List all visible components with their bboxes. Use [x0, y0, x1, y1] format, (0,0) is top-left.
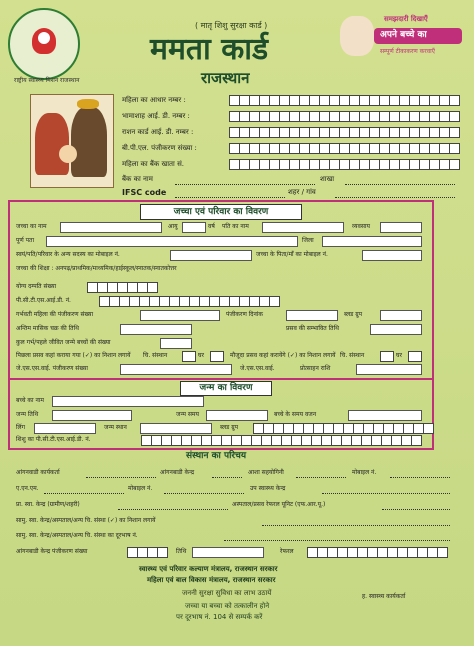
asha-mobile-label: मोबाइल नं. [352, 469, 377, 476]
small-title: ( मातृ शिशु सुरक्षा कार्ड ) [195, 21, 268, 30]
main-title: ममता कार्ड [150, 32, 269, 67]
husband-name-label: पति का नाम [222, 223, 249, 230]
first-delivery-label: पिछला प्रसव कहां कराया गया (✓) का निशान लगायें [16, 352, 131, 359]
family-illustration [30, 94, 114, 188]
reg-date-label: पंजीकरण दिनांक [226, 311, 263, 318]
hospital-line[interactable] [382, 508, 450, 510]
slogan: जननी सुरक्षा सुविधा का लाभ उठायें [182, 589, 272, 597]
current-delivery-label: मौजूदा प्रसव कहां करायेंगे (✓) का निशान लगायें [230, 352, 336, 359]
bhamashah-label: भामाशाह आई. डी. नम्बर : [122, 112, 190, 120]
phc-label: प्रा. स्वा. केन्द्र (ग्रामीण/शहरी) [16, 501, 80, 508]
district-field[interactable] [322, 236, 422, 247]
birth-place-field[interactable] [140, 423, 212, 434]
eligible-couple-field[interactable] [88, 282, 158, 293]
bpl-label: बी.पी.एल. पंजीकरण संख्या : [122, 144, 197, 152]
pregnancy-reg-label: गर्भवती महिला की पंजीकरण संख्या [16, 311, 94, 318]
birth-weight-label: बच्चे के समय वजन [274, 411, 317, 418]
bhamashah-field[interactable] [230, 111, 460, 122]
immunization-badge: समझदारी दिखाएँ अपने बच्चे का सम्पूर्ण टीकाकरण करवाएँ [338, 10, 462, 68]
birth-section-title: जन्म का विवरण [180, 381, 272, 396]
self-mobile-label: स्वयं/पति/परिवार के अन्य सदस्य का मोबाइल नं. [16, 251, 120, 258]
ration-label: राशन कार्ड आई. डी. नम्बर : [122, 128, 194, 136]
city-line[interactable] [335, 196, 455, 198]
birth-place-label: जन्म स्थान [104, 424, 127, 431]
subcentre-label: उप स्वास्थ्य केन्द्र [250, 485, 286, 492]
bank-account-label: महिला का बैंक खाता सं. [122, 160, 185, 168]
sex-label: लिंग [16, 424, 26, 431]
current-home-label: घर [396, 352, 403, 359]
referral-phone-line[interactable] [224, 539, 450, 541]
helpline-line1: जच्चा या बच्चा को तत्कालीन होने [185, 602, 270, 610]
referral-label: रेफरल [280, 548, 294, 555]
subcentre-line[interactable] [322, 492, 450, 494]
signature-label: ह. स्वास्थ्य कार्यकर्ता [362, 593, 406, 600]
bank-name-label: बैंक का नाम [122, 175, 153, 183]
total-pregnancies-field[interactable] [160, 338, 192, 349]
years-label: वर्ष [208, 223, 215, 230]
edd-field[interactable] [370, 324, 422, 335]
referral-mark-line[interactable] [262, 524, 450, 526]
self-mobile-field[interactable] [170, 250, 252, 261]
jsy-reg-field[interactable] [120, 364, 232, 375]
occupation-label: व्यवसाय [352, 223, 370, 230]
awc-label: आंगनबाडी केन्द्र [160, 469, 195, 476]
first-home-checkbox[interactable] [210, 351, 224, 362]
reg-date-field[interactable] [286, 310, 338, 321]
awc-line[interactable] [212, 476, 242, 478]
husband-name-field[interactable] [262, 222, 344, 233]
family-section-title: जच्चा एवं परिवार का विवरण [140, 204, 302, 220]
ifsc-line[interactable] [175, 196, 285, 198]
ifsc-label: IFSC code [122, 188, 167, 197]
anm-mobile-line[interactable] [164, 492, 244, 494]
occupation-field[interactable] [380, 222, 422, 233]
referral-field[interactable] [308, 547, 448, 558]
dept-wcd: महिला एवं बाल विकास मंत्रालय, राजस्थान सरकार [147, 576, 276, 584]
mother-name-field[interactable] [60, 222, 162, 233]
aadhaar-field[interactable] [230, 95, 460, 106]
birth-date-field[interactable] [52, 410, 132, 421]
age-label: आयु [168, 223, 178, 230]
birth-date-label: जन्म तिथि [16, 411, 39, 418]
anm-line[interactable] [44, 492, 124, 494]
current-inst-label: चि. संस्थान [340, 352, 365, 359]
pay-amount-field[interactable] [356, 364, 422, 375]
address-field[interactable] [46, 236, 298, 247]
referral-phone-label: सामु. स्वा. केन्द्र/अस्पताल/अन्य चि. संस्था का दूरभाष नं. [16, 532, 138, 539]
aww-reg-field[interactable] [128, 547, 168, 558]
asha-label: आशा सहयोगिनी [248, 469, 284, 476]
edd-label: प्रसव की सम्भावित तिथि [286, 325, 339, 332]
anm-mobile-label: मोबाइल नं. [128, 485, 153, 492]
birth-time-label: जन्म समय [176, 411, 199, 418]
bpl-field[interactable] [230, 143, 460, 154]
lmp-field[interactable] [120, 324, 192, 335]
address-label: पूर्ण पता [16, 237, 35, 244]
first-inst-label: चि. संस्थान [143, 352, 168, 359]
child-name-field[interactable] [52, 396, 204, 407]
nhm-logo [8, 8, 80, 80]
aww-reg-label: आंगनबाडी केन्द्र पंजीकरण संख्या [16, 548, 88, 555]
parent-mobile-label: जच्चा के पिता/माँ का मोबाइल नं. [256, 251, 328, 258]
state-name: राजस्थान [201, 69, 250, 87]
child-blood-group-label: ब्लड ग्रुप [220, 424, 239, 431]
child-name-label: बच्चे का नाम [16, 397, 44, 404]
bank-name-line[interactable] [175, 183, 315, 185]
district-label: जिला [302, 237, 314, 244]
pregnancy-reg-field[interactable] [140, 310, 220, 321]
aww-date-label: तिथि [176, 548, 187, 555]
child-blood-group-field[interactable] [254, 423, 434, 434]
eligible-couple-label: योग्य दम्पति संख्या [16, 283, 57, 290]
sex-field[interactable] [34, 423, 96, 434]
blood-group-field[interactable] [380, 310, 422, 321]
birth-time-field[interactable] [206, 410, 268, 421]
current-inst-checkbox[interactable] [380, 351, 394, 362]
branch-label: शाखा [320, 175, 335, 183]
total-pregnancies-label: कुल गर्भ/पहले जीवित जन्मे बच्चों की संख्या [16, 339, 111, 346]
parent-mobile-field[interactable] [362, 250, 422, 261]
age-field[interactable] [182, 222, 206, 233]
helpline-line2: पर दूरभाष नं. 104 से सम्पर्क करें [176, 613, 263, 621]
child-pcts-field[interactable] [142, 435, 422, 446]
first-inst-checkbox[interactable] [182, 351, 196, 362]
bank-account-field[interactable] [230, 159, 460, 170]
logo-caption: राष्ट्रीय स्वास्थ्य मिशन राजस्थान [14, 77, 80, 84]
aww-date-field[interactable] [192, 547, 264, 558]
asha-mobile-line[interactable] [390, 476, 450, 478]
aww-label: आंगनवाडी कार्यकर्ता [16, 469, 60, 476]
phc-line[interactable] [118, 508, 228, 510]
education-label: जच्चा की शिक्षा : अनपढ़/प्राथमिक/माध्यमिक/हाईस्कूल/स्नातक/स्नातकोत्तर [16, 265, 177, 272]
jsy-label: जे.एस.एस.वाई. [240, 365, 275, 372]
birth-weight-field[interactable] [348, 410, 422, 421]
blood-group-label: ब्लड ग्रुप [344, 311, 363, 318]
ration-field[interactable] [230, 127, 460, 138]
aadhaar-label: महिला का आधार नम्बर : [122, 96, 186, 104]
anm-label: ए.एन.एम. [16, 485, 39, 492]
hospital-label: अस्पताल/प्रसव रेफरल यूनिट (एफ.आर.यू.) [232, 501, 326, 508]
mother-name-label: जच्चा का नाम [16, 223, 47, 230]
jsy-reg-label: जे.एस.एस.वाई. पंजीकरण संख्या [16, 365, 88, 372]
city-label: शहर / गांव [288, 188, 316, 196]
child-pcts-label: शिशु का पी.सी.टी.एस.आई.डी. नं. [16, 436, 91, 443]
dept-health: स्वास्थ्य एवं परिवार कल्याण मंत्रालय, राजस्थान सरकार [139, 565, 278, 573]
branch-line[interactable] [345, 183, 455, 185]
pcts-id-label: पी.सी.टी.एस.आई.डी. नं. [16, 297, 71, 304]
asha-line[interactable] [296, 476, 346, 478]
lmp-label: अन्तिम मासिक चक्र की तिथि [16, 325, 79, 332]
pay-amount-label: प्रोत्साहन राशि [300, 365, 331, 372]
pcts-id-field[interactable] [100, 296, 280, 307]
aww-line[interactable] [86, 476, 156, 478]
institution-title: संस्थान का परिचय [186, 451, 247, 461]
referral-mark-label: सामु. स्वा. केन्द्र/अस्पताल/अन्य चि. संस्था (✓) का निशान लगायें [16, 517, 156, 524]
first-home-label: घर [198, 352, 205, 359]
current-home-checkbox[interactable] [408, 351, 422, 362]
